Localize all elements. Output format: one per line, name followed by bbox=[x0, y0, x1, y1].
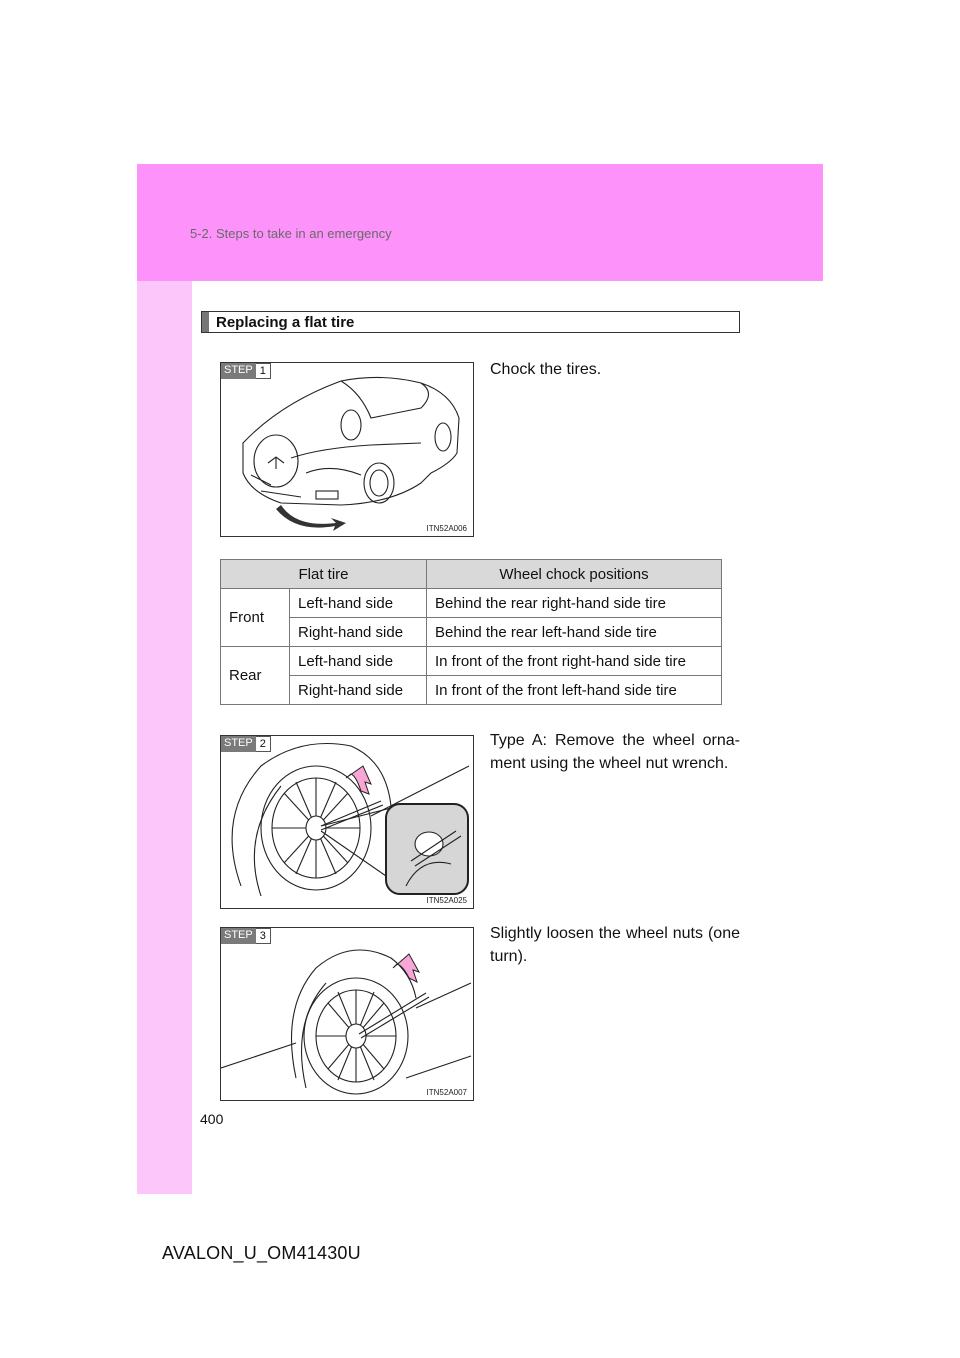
table-cell: Left-hand side bbox=[290, 589, 427, 618]
section-label: 5-2. Steps to take in an emergency bbox=[190, 226, 392, 241]
table-cell: Right-hand side bbox=[290, 676, 427, 705]
table-cell: In front of the front right-hand side tire bbox=[427, 647, 722, 676]
table-header-row bbox=[221, 560, 722, 589]
figure-code: ITN52A006 bbox=[426, 524, 467, 533]
table-row bbox=[221, 647, 722, 676]
table-row bbox=[221, 589, 722, 618]
table-cell: Behind the rear right-hand side tire bbox=[427, 589, 722, 618]
step-1-badge: STEP 1 bbox=[221, 363, 271, 379]
turn-arrow-icon bbox=[393, 954, 419, 982]
table-cell: Left-hand side bbox=[290, 647, 427, 676]
page-margin-band bbox=[137, 164, 192, 1194]
page-number: 400 bbox=[200, 1111, 224, 1127]
table-header-cell: Flat tire bbox=[221, 560, 427, 589]
section-title-accent bbox=[202, 312, 209, 332]
step-3-badge: STEP 3 bbox=[221, 928, 271, 944]
table-cell: Behind the rear left-hand side tire bbox=[427, 618, 722, 647]
wheel-chock-table bbox=[220, 559, 722, 705]
step-2-badge: STEP 2 bbox=[221, 736, 271, 752]
table-cell: Right-hand side bbox=[290, 618, 427, 647]
figure-code: ITN52A007 bbox=[426, 1088, 467, 1097]
chock-arrow-icon bbox=[276, 505, 346, 531]
document-code: AVALON_U_OM41430U bbox=[162, 1243, 361, 1263]
wheel-nut-illustration bbox=[221, 928, 473, 1100]
step-3-text: Slightly loosen the wheel nuts (one turn). bbox=[490, 925, 740, 965]
step-1-text: Chock the tires. bbox=[490, 361, 602, 378]
step-3-figure bbox=[220, 927, 474, 1101]
section-title-bar bbox=[201, 311, 740, 333]
table-group-cell: Rear bbox=[221, 647, 290, 705]
step-1-figure bbox=[220, 362, 474, 537]
turn-arrow-icon bbox=[346, 766, 371, 794]
step-2-figure bbox=[220, 735, 474, 909]
header-band bbox=[137, 164, 823, 281]
table-row bbox=[221, 676, 722, 705]
table-row bbox=[221, 618, 722, 647]
figure-code: ITN52A025 bbox=[426, 896, 467, 905]
step-2-text: Type A: Remove the wheel orna-ment using the wheel nut wrench. bbox=[490, 732, 740, 772]
car-front-illustration bbox=[221, 363, 473, 536]
table-cell: In front of the front left-hand side tire bbox=[427, 676, 722, 705]
section-title: Replacing a flat tire bbox=[216, 314, 355, 331]
wheel-ornament-illustration bbox=[221, 736, 473, 908]
table-group-cell: Front bbox=[221, 589, 290, 647]
table-header-cell: Wheel chock positions bbox=[427, 560, 722, 589]
